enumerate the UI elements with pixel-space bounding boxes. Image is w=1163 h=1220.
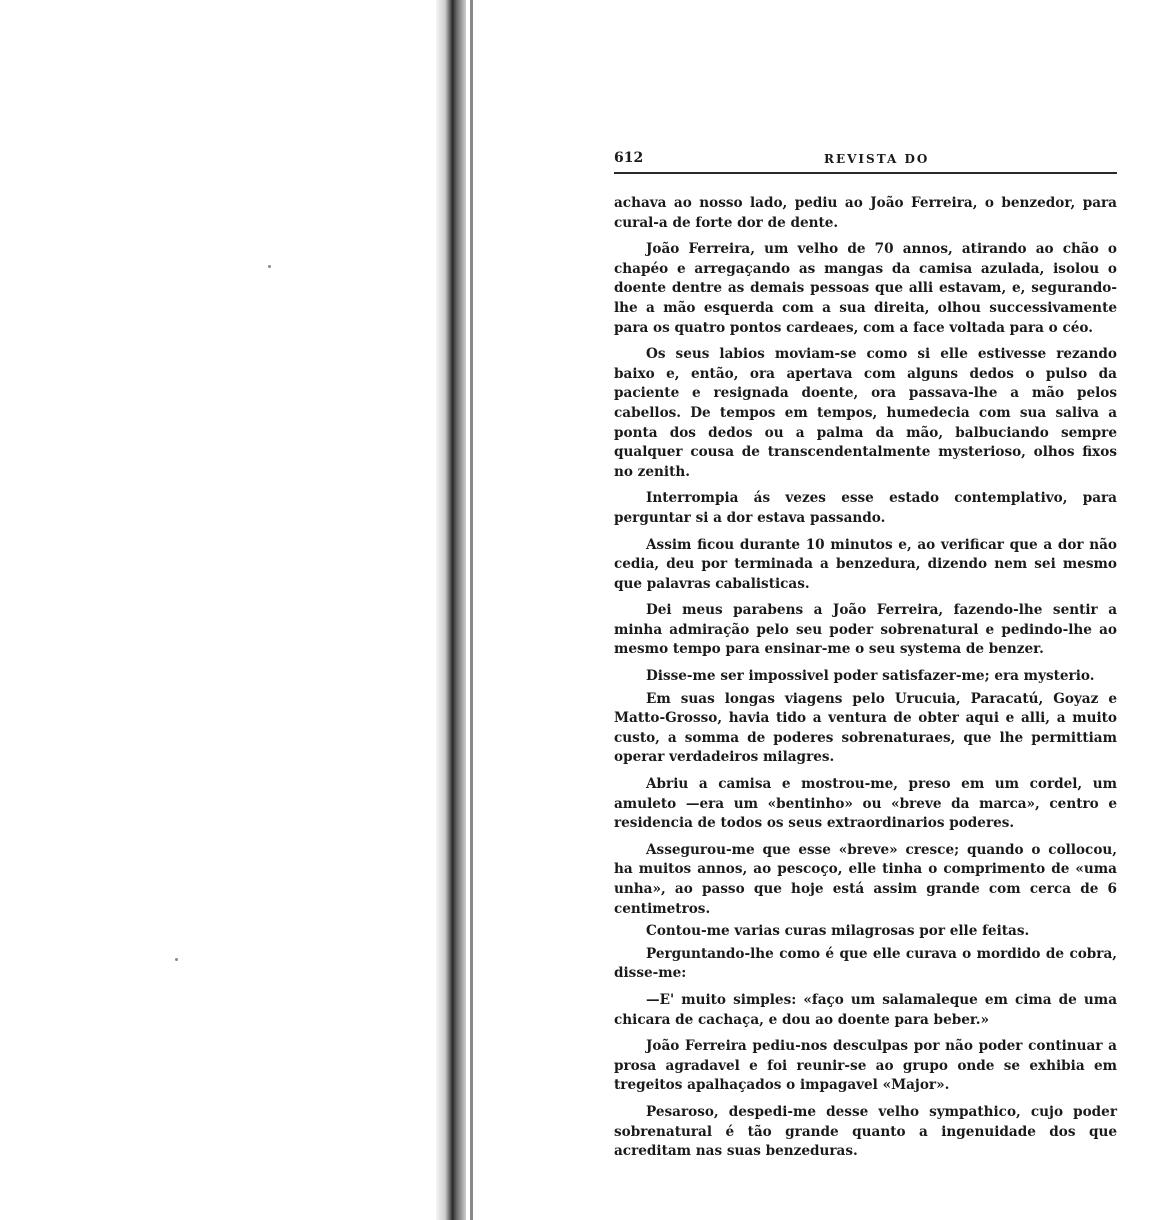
paragraph: Perguntando-lhe como é que elle curava o mordido de cobra, disse-me: [614,945,1117,982]
book-gutter [436,0,466,1220]
paragraph: Contou-me varias curas milagrosas por elle feitas. [646,923,1030,940]
page-header [614,150,1117,174]
paper-speck [268,265,271,268]
gutter-edge [470,0,473,1220]
paragraph: Em suas longas viagens pelo Urucuia, Paracatú, Goyaz e Matto-Grosso, havia tido a ventura de obter aqui e alli, a muito custo, a somma de poderes sobrenaturaes, que lhe permittiam operar verdadeiros milagres. [614,690,1117,766]
paragraph: Abriu a camisa e mostrou-me, preso em um cordel, um amuleto —era um «bentinho» ou «breve da marca», centro e residencia de todos os seus extraordinarios poderes. [614,776,1117,832]
paragraph: —E' muito simples: «faço um salamaleque em cima de uma chicara de cachaça, e dou ao doente para beber.» [614,991,1117,1028]
paragraph: João Ferreira pediu-nos desculpas por não poder continuar a prosa agradavel e foi reunir-se ao grupo onde se exhibia em tregeitos apalhaçados o impagavel «Major». [614,1038,1117,1094]
paragraph: Dei meus parabens a João Ferreira, fazendo-lhe sentir a minha admiração pelo seu poder sobrenatural e pedindo-lhe ao mesmo tempo para ensinar-me o seu systema de benzer. [614,602,1117,658]
paper-speck [175,958,178,961]
paragraph: Disse-me ser impossivel poder satisfazer-me; era mysterio. [646,668,1095,685]
paragraph: achava ao nosso lado, pediu ao João Ferreira, o benzedor, para cural-a de forte dor de dente. [614,195,1117,231]
paragraph: Assim ficou durante 10 minutos e, ao verificar que a dor não cedia, deu por terminada a benzedura, dizendo nem sei mesmo que palavras cabalisticas. [614,536,1117,592]
paragraph: Pesaroso, despedi-me desse velho sympathico, cujo poder sobrenatural é tão grande quanto a ingenuidade dos que acreditam nas suas benzeduras. [614,1103,1117,1160]
paragraph: João Ferreira, um velho de 70 annos, atirando ao chão o chapéo e arregaçando as mangas da camisa azulada, isolou o doente dentre as demais pessoas que alli estavam, e, segurando-lhe a mão esquerda com a sua direita, olhou successivamente para os quatro pontos cardeaes, com a face voltada para o céo. [614,241,1117,336]
page-number: 612 [614,150,644,166]
blank-left-page [0,0,436,1220]
paragraph: Os seus labios moviam-se como si elle estivesse rezando baixo e, então, ora apertava com alguns dedos o pulso da paciente e resignada doente, ora passava-lhe a mão pelos cabellos. De tempos em tempos, humedecia com sua saliva a ponta dos dedos ou a palma da mão, balbuciando sempre qualquer cousa de transcendentalmente mysterioso, olhos fixos no zenith. [614,346,1117,480]
body-text [614,194,1117,1162]
paragraph: Interrompia ás vezes esse estado contemplativo, para perguntar si a dor estava passando. [614,490,1117,526]
paragraph: Assegurou-me que esse «breve» cresce; quando o collocou, ha muitos annos, ao pescoço, elle tinha o comprimento de «uma unha», ao passo que hoje está assim grande com cerca de 6 centimetros. [614,841,1117,917]
running-head: REVISTA DO [824,152,930,166]
book-page [614,150,1117,1169]
